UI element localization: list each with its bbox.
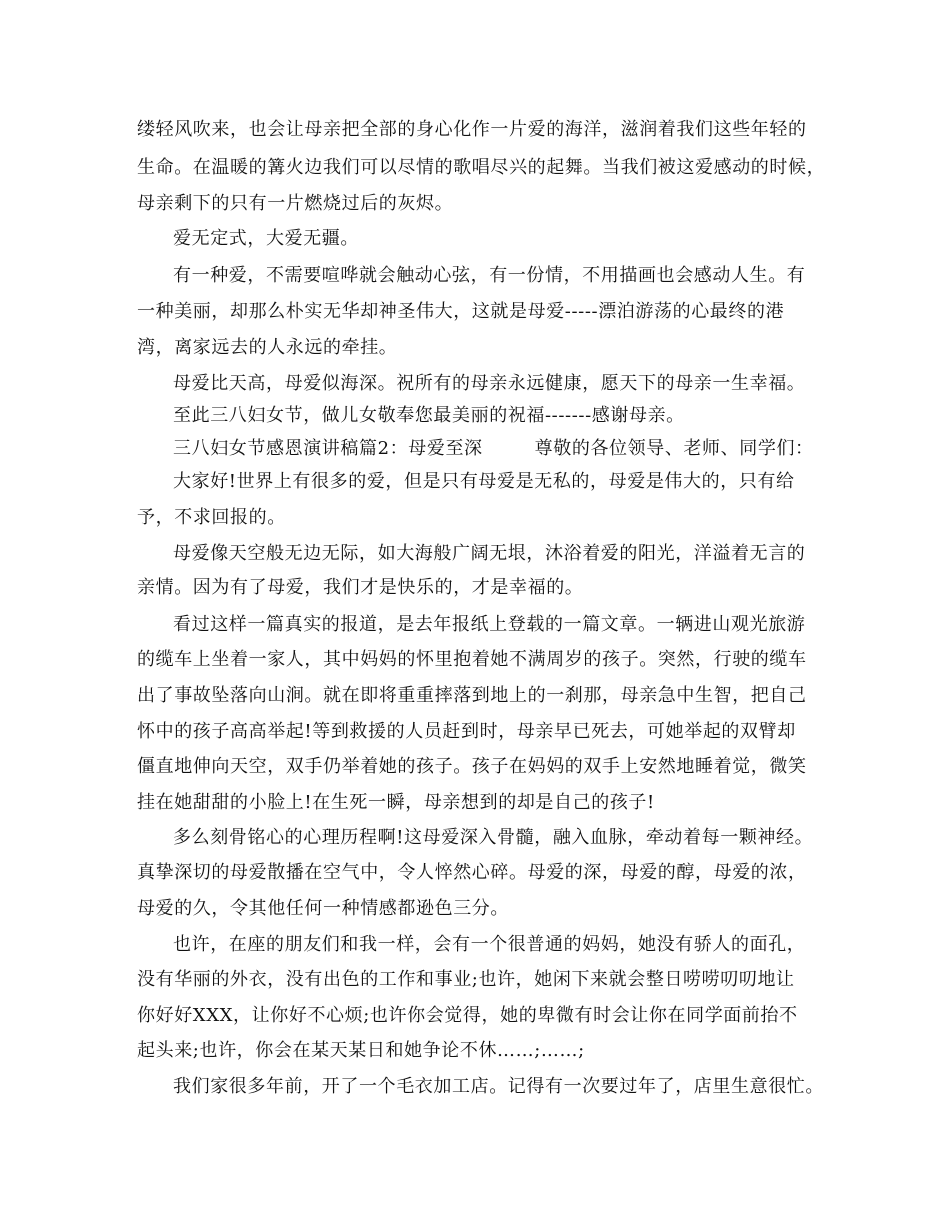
text-line: 看过这样一篇真实的报道，是去年报纸上登载的一篇文章。一辆进山观光旅游 bbox=[173, 614, 806, 635]
text-line: 僵直地伸向天空，双手仍举着她的孩子。孩子在妈妈的双手上安然地睡着觉，微笑 bbox=[137, 756, 807, 777]
text-line: 缕轻风吹来，也会让母亲把全部的身心化作一片爱的海洋，滋润着我们这些年轻的 bbox=[137, 119, 807, 140]
text-line: 母爱像天空般无边无际，如大海般广阔无垠，沐浴着爱的阳光，洋溢着无言的 bbox=[173, 543, 806, 564]
text-line: 亲情。因为有了母爱，我们才是快乐的，才是幸福的。 bbox=[137, 577, 584, 598]
text-line: 母亲剩下的只有一片燃烧过后的灰烬。 bbox=[137, 193, 454, 214]
text-line: 怀中的孩子高高举起!等到救援的人员赶到时，母亲早已死去，可她举起的双臂却 bbox=[137, 721, 796, 742]
text-line: 有一种爱，不需要喧哗就会触动心弦，有一份情，不用描画也会感动人生。有 bbox=[173, 265, 806, 286]
text-line: 生命。在温暖的篝火边我们可以尽情的歌唱尽兴的起舞。当我们被这爱感动的时候， bbox=[137, 157, 826, 178]
text-line: 的缆车上坐着一家人，其中妈妈的怀里抱着她不满周岁的孩子。突然，行驶的缆车 bbox=[137, 649, 807, 670]
text-line: 大家好!世界上有很多的爱，但是只有母爱是无私的，母爱是伟大的，只有给 bbox=[173, 471, 795, 492]
text-line: 母爱的久，令其他任何一种情感都逊色三分。 bbox=[137, 898, 509, 919]
text-line: 你好好XXX，让你好不心烦;也许你会觉得，她的卑微有时会让你在同学面前抬不 bbox=[137, 1005, 798, 1026]
text-line: 一种美丽，却那么朴实无华却神圣伟大，这就是母爱-----漂泊游荡的心最终的港 bbox=[137, 301, 785, 322]
text-line: 也许，在座的朋友们和我一样，会有一个很普通的妈妈，她没有骄人的面孔， bbox=[173, 934, 806, 955]
text-line: 予，不求回报的。 bbox=[137, 507, 286, 528]
text-line: 母爱比天高，母爱似海深。祝所有的母亲永远健康，愿天下的母亲一生幸福。 bbox=[173, 373, 806, 394]
text-line: 出了事故坠落向山涧。就在即将重重摔落到地上的一刹那，母亲急中生智，把自己 bbox=[137, 685, 807, 706]
text-line: 真挚深切的母爱散播在空气中，令人悴然心碎。母爱的深，母爱的醇，母爱的浓， bbox=[137, 862, 807, 883]
text-line: 起头来;也许，你会在某天某日和她争论不休……;……; bbox=[137, 1040, 585, 1061]
text-line: 至此三八妇女节，做儿女敬奉您最美丽的祝福-------感谢母亲。 bbox=[173, 405, 685, 426]
salutation: 尊敬的各位领导、老师、同学们： bbox=[534, 438, 814, 459]
section-heading-line bbox=[173, 435, 873, 463]
section-heading: 三八妇女节感恩演讲稿篇2：母爱至深 bbox=[173, 438, 483, 459]
text-line: 没有华丽的外衣，没有出色的工作和事业;也许，她闲下来就会整日唠唠叨叨地让 bbox=[137, 969, 795, 990]
text-line: 多么刻骨铭心的心理历程啊!这母爱深入骨髓，融入血脉，牵动着每一颗神经。 bbox=[173, 827, 814, 848]
text-line: 湾，离家远去的人永远的牵挂。 bbox=[137, 337, 398, 358]
text-line: 我们家很多年前，开了一个毛衣加工店。记得有一次要过年了，店里生意很忙。 bbox=[173, 1076, 824, 1097]
text-line: 挂在她甜甜的小脸上!在生死一瞬，母亲想到的却是自己的孩子! bbox=[137, 792, 655, 813]
text-line: 爱无定式，大爱无疆。 bbox=[173, 228, 359, 249]
